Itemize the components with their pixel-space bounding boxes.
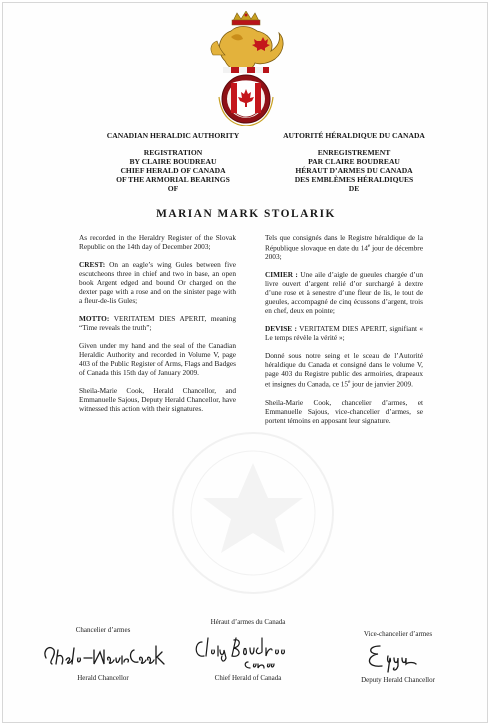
signature-herald-chancellor [38,626,168,682]
registration-line: ENREGISTREMENT [317,147,391,157]
registration-line: HÉRAUT D’ARMES DU CANADA [295,165,413,175]
given-paragraph: Given under my hand and the seal of the Canadian Heraldic Authority and recorded in Volume V, page 403 of the Public Register of Arms, Flags and Badges of Canada this 15th day of January 2009. [79,341,236,377]
signature-role: Deputy Herald Chancellor [361,676,435,684]
registration-line: CHIEF HERALD OF CANADA [120,165,226,175]
donne-paragraph [265,351,423,388]
intro-text-a: Tels que consignés dans le Registre héraldique de la République slovaque en date du 14 [265,233,423,253]
registration-line: OF THE ARMORIAL BEARINGS [116,174,230,184]
signature-title: Héraut d’armes du Canada [210,618,286,626]
cimier-paragraph [265,270,423,315]
header-french [261,132,447,193]
body-english [79,233,236,422]
recipient-name: MARIAN MARK STOLARIK [156,208,336,220]
signature-title: Chancelier d’armes [75,626,131,634]
authority-name-en: CANADIAN HERALDIC AUTHORITY [106,131,240,140]
ordinal-suffix: e [348,380,351,386]
signature-chief-herald [183,618,313,682]
ordinal-suffix: e [367,244,371,249]
signature-deputy-herald-chancellor [328,630,468,684]
handwritten-signature-icon [358,640,438,674]
devise-paragraph [265,324,423,342]
signature-title: Vice-chancelier d’armes [363,630,433,638]
handwritten-signature-icon [188,628,308,672]
watermark-seal-icon [153,423,353,603]
header-english [73,132,273,193]
intro-paragraph-fr [265,233,423,261]
heraldic-authority-emblem-icon [201,11,291,126]
crest-label: CREST: [79,260,106,269]
crest-paragraph [79,260,236,305]
registration-line: OF [167,183,179,193]
body-french [265,233,423,434]
motto-paragraph [79,314,236,332]
devise-text: VERITATEM DIES APERIT, signifiant « Le temps révèle la vérité »; [265,324,423,343]
temoins-paragraph: Sheila-Marie Cook, chancelier d’armes, et Emmanuelle Sajous, vice-chancelier d’armes, se portent témoins en apposant leur signature. [265,397,423,425]
authority-name-fr: AUTORITÉ HÉRALDIQUE DU CANADA [283,131,425,140]
registration-line: DE [348,183,360,193]
registration-line: REGISTRATION [143,147,203,157]
handwritten-signature-icon [38,636,168,672]
devise-label: DEVISE : [265,324,297,334]
cimier-label: CIMIER : [265,270,298,280]
motto-text: VERITATEM DIES APERIT, meaning “Time reveals the truth”; [79,314,236,332]
registration-line: PAR CLAIRE BOUDREAU [308,156,400,166]
donne-text-a: Donné sous notre seing et le sceau de l’Autorité héraldique du Canada et consigné dans le volume V, page 403 du Registre public des armoiries, drapeaux et insignes du Canada, ce 15 [265,351,423,389]
donne-text-b: jour de janvier 2009. [350,379,413,389]
crest-text: On an eagle’s wing Gules between five escutcheons three in chief and two in base, an open book Argent edged and bound Or charged on the dexter page with a rose and on the sinister page with a fleur-de-lis Gules; [79,260,236,305]
motto-label: MOTTO: [79,314,110,323]
witnesses-paragraph: Sheila-Marie Cook, Herald Chancellor, and Emmanuelle Sajous, Deputy Herald Chancellor, have witnessed this action with their signatures. [79,386,236,413]
letters-patent-document [2,2,488,723]
signature-role: Herald Chancellor [77,674,129,682]
registration-line: DES EMBLÈMES HÉRALDIQUES [294,174,414,184]
intro-text-b: jour de décembre 2003; [265,243,423,262]
cimier-text: Une aile d’aigle de gueules chargée d’un livre ouvert d’argent relié d’or surchargé à dextre d’une rose et à senestre d’une fleur de lis, le tout de gueules, accompagné de cinq écussons d’argent, trois en chef, deux en pointe; [265,270,423,316]
intro-paragraph: As recorded in the Heraldry Register of the Slovak Republic on the 14th day of December 2003; [79,233,236,251]
signature-role: Chief Herald of Canada [214,674,282,682]
registration-line: BY CLAIRE BOUDREAU [129,156,217,166]
